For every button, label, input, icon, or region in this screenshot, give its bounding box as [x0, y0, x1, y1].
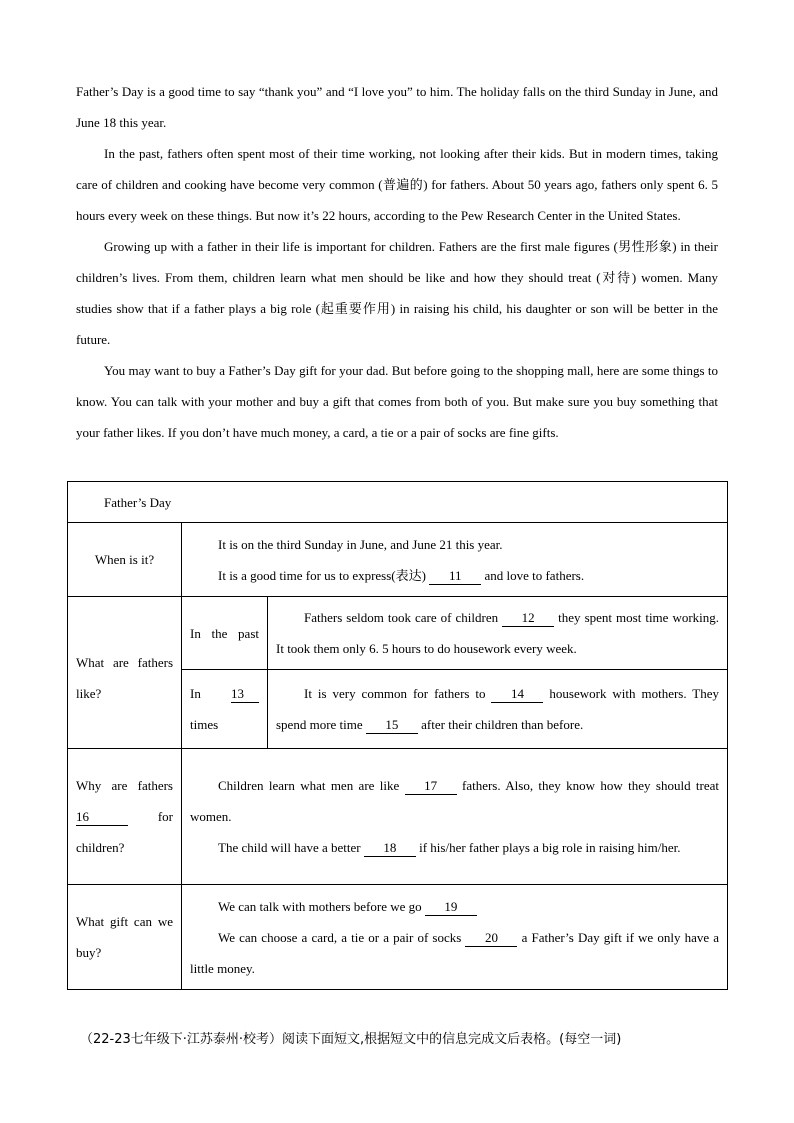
exercise-instruction: （22-23七年级下·江苏泰州·校考）阅读下面短文,根据短文中的信息完成文后表格。(每空一词) — [80, 1032, 622, 1047]
when-line-1: It is on the third Sunday in June, and June 21 this year. — [218, 536, 503, 552]
gift-line-2-end: a Father’s Day gift if we only have a little money. — [190, 929, 720, 976]
blank-12[interactable]: 12 — [502, 610, 554, 627]
gift-content — [182, 885, 728, 990]
why-line-2-end: if his/her father plays a big role in raising him/her. — [419, 840, 681, 855]
why-label — [68, 749, 182, 885]
gift-line-1 — [190, 891, 719, 922]
passage-paragraph-2: In the past, fathers often spent most of their time working, not looking after their kids. But in modern times, taking care of children and cooking have become very common (普遍的) for fathers. About 50 years ago, fathers only spent 6. 5 hours every week on these things. But now it’s 22 hours, according to the Pew Research Center in the United States. — [76, 146, 718, 223]
what-label: What are fathers like? — [68, 597, 182, 749]
table-row-past — [68, 597, 728, 670]
passage-paragraph-3: Growing up with a father in their life is important for children. Fathers are the first male figures (男性形象) in their children’s lives. From them, children learn what men should be like and how they should treat (对待) women. Many studies show that if a father plays a big role (起重要作用) in raising his child, his daughter or son will be better in the future. — [76, 239, 718, 347]
why-line-1 — [190, 770, 719, 832]
modern-text-end: after their children than before. — [421, 717, 584, 732]
when-label: When is it? — [68, 523, 182, 597]
when-line-2-end: and love to fathers. — [484, 567, 585, 583]
blank-18[interactable]: 18 — [364, 840, 416, 857]
modern-text-start: It is very common for fathers to — [304, 686, 486, 701]
reading-passage — [76, 76, 718, 448]
when-line-2 — [218, 560, 719, 591]
past-label: In the past — [182, 597, 268, 670]
modern-label — [182, 670, 268, 749]
gift-label: What gift can we buy? — [68, 885, 182, 990]
modern-text — [276, 678, 719, 740]
blank-16[interactable]: 16 — [76, 809, 128, 826]
blank-15[interactable]: 15 — [366, 717, 418, 734]
why-line-1-start: Children learn what men are like — [218, 778, 400, 793]
why-content — [182, 749, 728, 885]
blank-11[interactable]: 11 — [429, 568, 481, 585]
past-text-start: Fathers seldom took care of children — [304, 610, 499, 625]
blank-19[interactable]: 19 — [425, 899, 477, 916]
when-line-2-text: It is a good time for us to express(表达) — [218, 567, 426, 583]
table-title-row — [68, 482, 728, 523]
blank-13[interactable]: 13 — [231, 686, 259, 703]
table-row-why — [68, 749, 728, 885]
past-text-end: they spent most time working. It took them only 6. 5 hours to do housework every week. — [276, 610, 720, 656]
past-content — [268, 597, 728, 670]
table-title: Father’s Day — [68, 482, 728, 523]
gift-line-2 — [190, 922, 719, 984]
past-text — [276, 602, 719, 664]
table-row-when — [68, 523, 728, 597]
modern-label-end: times — [190, 717, 219, 732]
gift-line-1-start: We can talk with mothers before we go — [218, 898, 422, 914]
blank-17[interactable]: 17 — [405, 778, 457, 795]
why-line-1-end: fathers. Also, they know how they should treat women. — [190, 778, 720, 824]
passage-paragraph-1: Father’s Day is a good time to say “thank you” and “I love you” to him. The holiday falls on the third Sunday in June, and June 18 this year. — [76, 84, 718, 130]
passage-paragraph-4: You may want to buy a Father’s Day gift for your dad. But before going to the shopping mall, here are some things to know. You can talk with your mother and buy a gift that comes from both of you. But make sure you buy something that your father likes. If you don’t have much money, a card, a tie or a pair of socks are fine gifts. — [76, 363, 718, 440]
fathers-day-table — [67, 481, 728, 990]
modern-label-start: In — [190, 686, 201, 701]
why-label-start: Why are fathers — [76, 778, 173, 793]
why-line-2 — [190, 832, 719, 863]
blank-14[interactable]: 14 — [491, 686, 543, 703]
modern-content — [268, 670, 728, 749]
blank-20[interactable]: 20 — [465, 930, 517, 947]
gift-line-2-start: We can choose a card, a tie or a pair of socks — [218, 929, 462, 945]
when-content — [182, 523, 728, 597]
table-row-gift — [68, 885, 728, 990]
why-line-2-start: The child will have a better — [218, 840, 361, 855]
why-label-end: for children? — [76, 809, 173, 855]
modern-text-mid: housework with mothers. They spend more time — [276, 686, 720, 732]
